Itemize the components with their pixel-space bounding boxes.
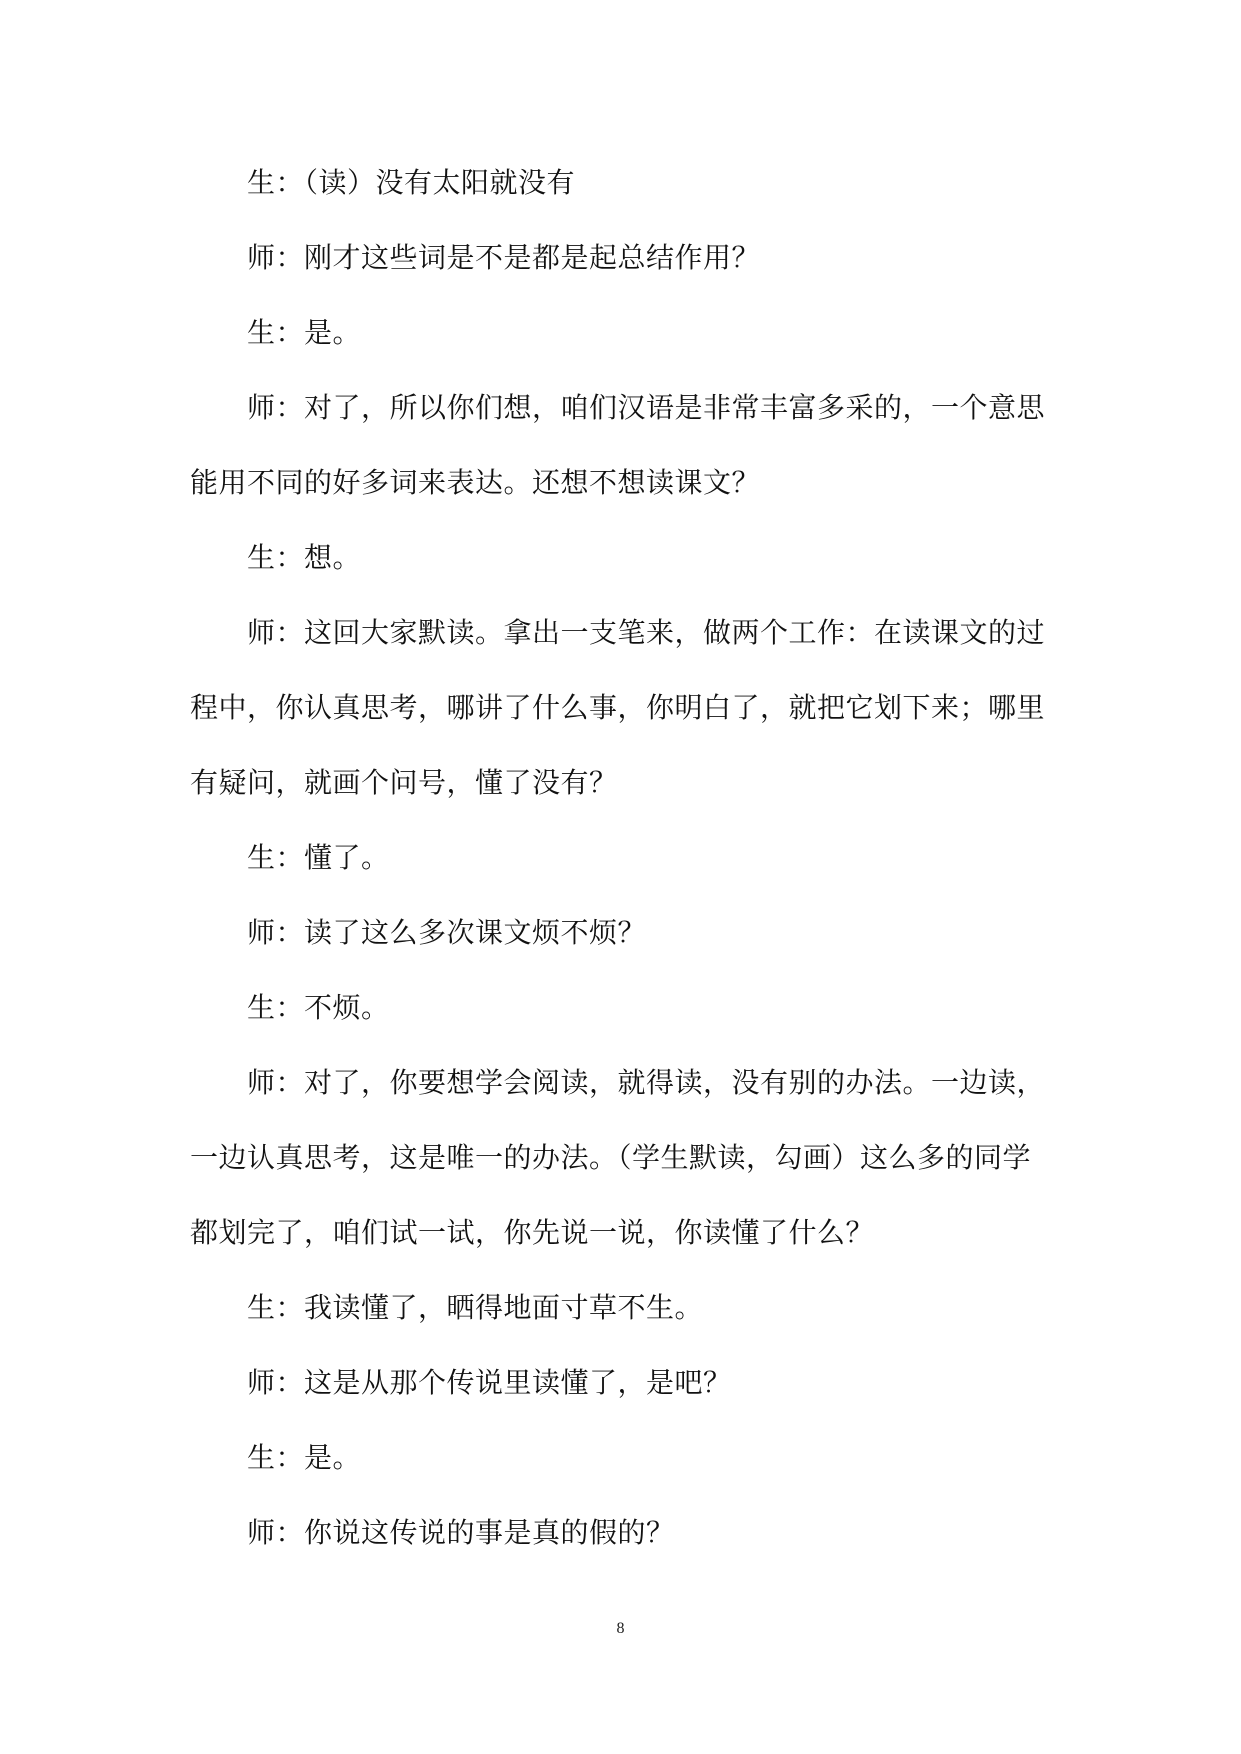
- paragraph: 师：这回大家默读。拿出一支笔来，做两个工作：在读课文的过程中，你认真思考，哪讲了什么事，你明白了，就把它划下来；哪里有疑问，就画个问号，懂了没有？: [190, 616, 1046, 799]
- paragraph: 师：读了这么多次课文烦不烦？: [247, 916, 647, 949]
- paragraph: 生：（读）没有太阳就没有: [247, 166, 576, 199]
- paragraph: 师：刚才这些词是不是都是起总结作用？: [247, 241, 761, 274]
- paragraph: 师：这是从那个传说里读懂了，是吧？: [247, 1366, 732, 1399]
- paragraph: 生：懂了。: [247, 841, 390, 874]
- dialogue-transcript: [190, 145, 1050, 1570]
- paragraph: 生：是。: [247, 1441, 362, 1474]
- paragraph: 生：是。: [247, 316, 362, 349]
- paragraph: 生：不烦。: [247, 991, 390, 1024]
- paragraph: 生：我读懂了，晒得地面寸草不生。: [247, 1291, 704, 1324]
- paragraph: 生：想。: [247, 541, 362, 574]
- paragraph: 师：对了，所以你们想，咱们汉语是非常丰富多采的，一个意思能用不同的好多词来表达。还想不想读课文？: [190, 391, 1046, 499]
- page-number: 8: [616, 1620, 625, 1637]
- paragraph: 师：对了，你要想学会阅读，就得读，没有别的办法。一边读，一边认真思考，这是唯一的办法。（学生默读，勾画）这么多的同学都划完了，咱们试一试，你先说一说，你读懂了什么？: [190, 1066, 1046, 1249]
- paragraph: 师：你说这传说的事是真的假的？: [247, 1516, 675, 1549]
